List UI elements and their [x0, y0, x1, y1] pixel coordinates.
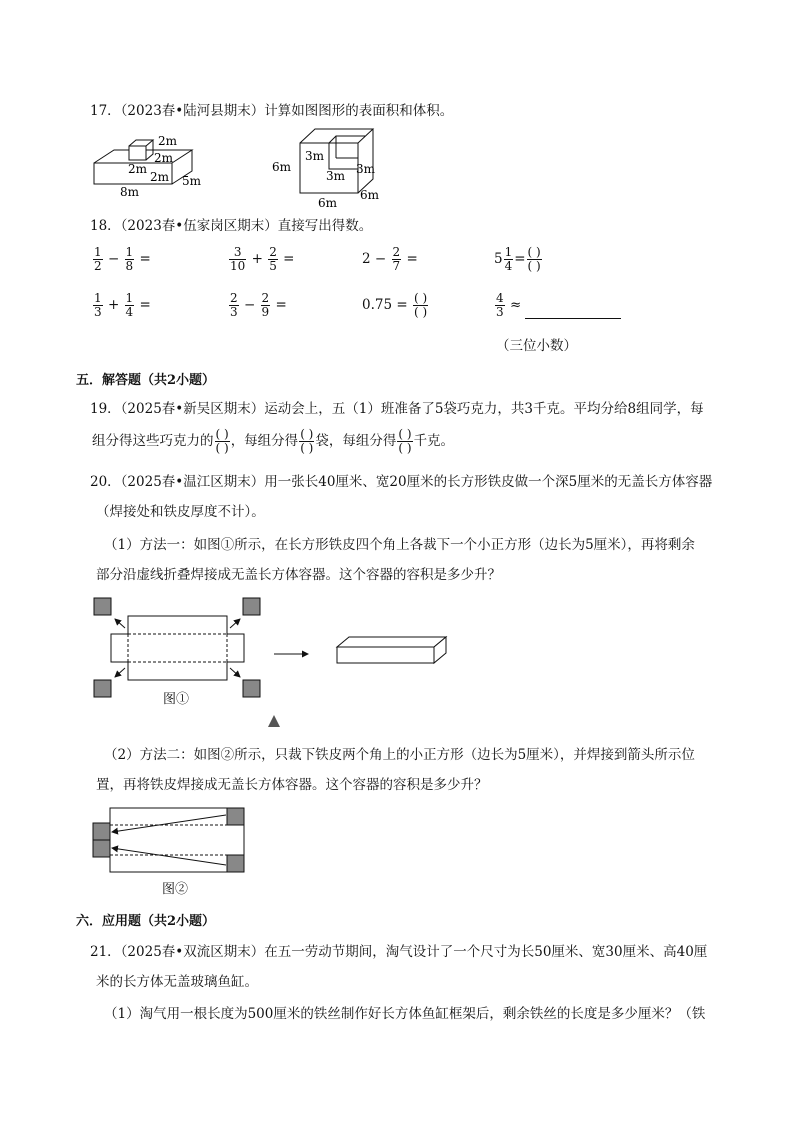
q20-line2: （焊接处和铁皮厚度不计）。: [96, 504, 265, 520]
calc-7: 0.75 = $\frac{( )}{( )}$: [362, 291, 428, 319]
q20-p2-line1: （2）方法二：如图②所示，只裁下铁皮两个角上的小正方形（边长为5厘米），并焊接到箭头所示位: [104, 747, 695, 763]
calc-2: $\frac{3}{10}$ + $\frac{2}{5}$ =: [230, 245, 295, 273]
calc-4: 5 $\frac{1}{4}$ = $\frac{( )}{( )}$: [494, 245, 541, 273]
label-depth6: 6m: [360, 188, 380, 202]
label-cube-c: 2m: [150, 170, 170, 184]
q18-note: （三位小数）: [496, 338, 577, 354]
fig2-caption: 图②: [162, 882, 189, 897]
label-width6: 6m: [318, 196, 338, 210]
q20-p2-line2: 置，再将铁皮焊接成无盖长方体容器。这个容器的容积是多少升？: [96, 777, 488, 793]
q19-line1: 19．（2025春•新吴区期末）运动会上，五（1）班准备了5袋巧克力，共3千克。平均分给8组同学，每: [90, 401, 704, 417]
q17-figure-right: [270, 123, 380, 211]
fig1-caption: 图①: [163, 692, 190, 707]
calc-8: $\frac{4}{3}$ ≈: [494, 292, 621, 319]
q21-line2: 米的长方体无盖玻璃鱼缸。: [96, 974, 258, 990]
q17-figure-left: [88, 130, 213, 198]
calc-3: 2 − $\frac{2}{7}$ =: [362, 245, 418, 273]
fig1-diagram: [88, 594, 458, 734]
q20-p1-line1: （1）方法一：如图①所示，在长方形铁皮四个角上各裁下一个小正方形（边长为5厘米），再将剩余: [104, 537, 695, 553]
label-cube-b: 2m: [154, 151, 174, 165]
q21-line1: 21．（2025春•双流区期末）在五一劳动节期间，淘气设计了一个尺寸为长50厘米、宽30厘米、高40厘: [90, 944, 708, 960]
section5-title: 五．解答题（共2小题）: [76, 373, 216, 388]
section6-title: 六．应用题（共2小题）: [76, 914, 216, 929]
q20-line1: 20．（2025春•温江区期末）用一张长40厘米、宽20厘米的长方形铁皮做一个深5厘米的无盖长方体容器: [90, 474, 713, 490]
label-height: 6m: [272, 160, 292, 174]
q18-text: 18．（2023春•伍家岗区期末）直接写出得数。: [90, 218, 373, 234]
q19-line2: 组分得这些巧克力的 $\frac{( )}{( )}$ ，每组分得 $\frac{( )}{( )}$ 袋，每组分得 $\frac{( )}{( )}$ 千克。: [92, 427, 455, 455]
q17-text: 17．（2023春•陆河县期末）计算如图图形的表面积和体积。: [90, 103, 454, 119]
fig2-diagram: [90, 805, 250, 875]
label-inner-a: 3m: [305, 149, 325, 163]
label-width: 5m: [182, 174, 202, 188]
q20-p1-line2: 部分沿虚线折叠焊接成无盖长方体容器。这个容器的容积是多少升？: [96, 567, 501, 583]
label-inner-b: 3m: [326, 169, 346, 183]
label-length: 8m: [120, 185, 140, 198]
calc-1: $\frac{1}{2}$ − $\frac{1}{8}$ =: [94, 245, 151, 273]
calc-5: $\frac{1}{3}$ + $\frac{1}{4}$ =: [94, 291, 151, 319]
q21-p1-line1: （1）淘气用一根长度为500厘米的铁丝制作好长方体鱼缸框架后，剩余铁丝的长度是多少厘米？（铁: [104, 1006, 706, 1022]
label-cube-a: 2m: [128, 162, 148, 176]
calc-6: $\frac{2}{3}$ − $\frac{2}{9}$ =: [230, 291, 287, 319]
label-inner-c: 3m: [356, 162, 376, 176]
answer-blank[interactable]: [525, 304, 621, 319]
label-top-cube: 2m: [158, 134, 178, 148]
